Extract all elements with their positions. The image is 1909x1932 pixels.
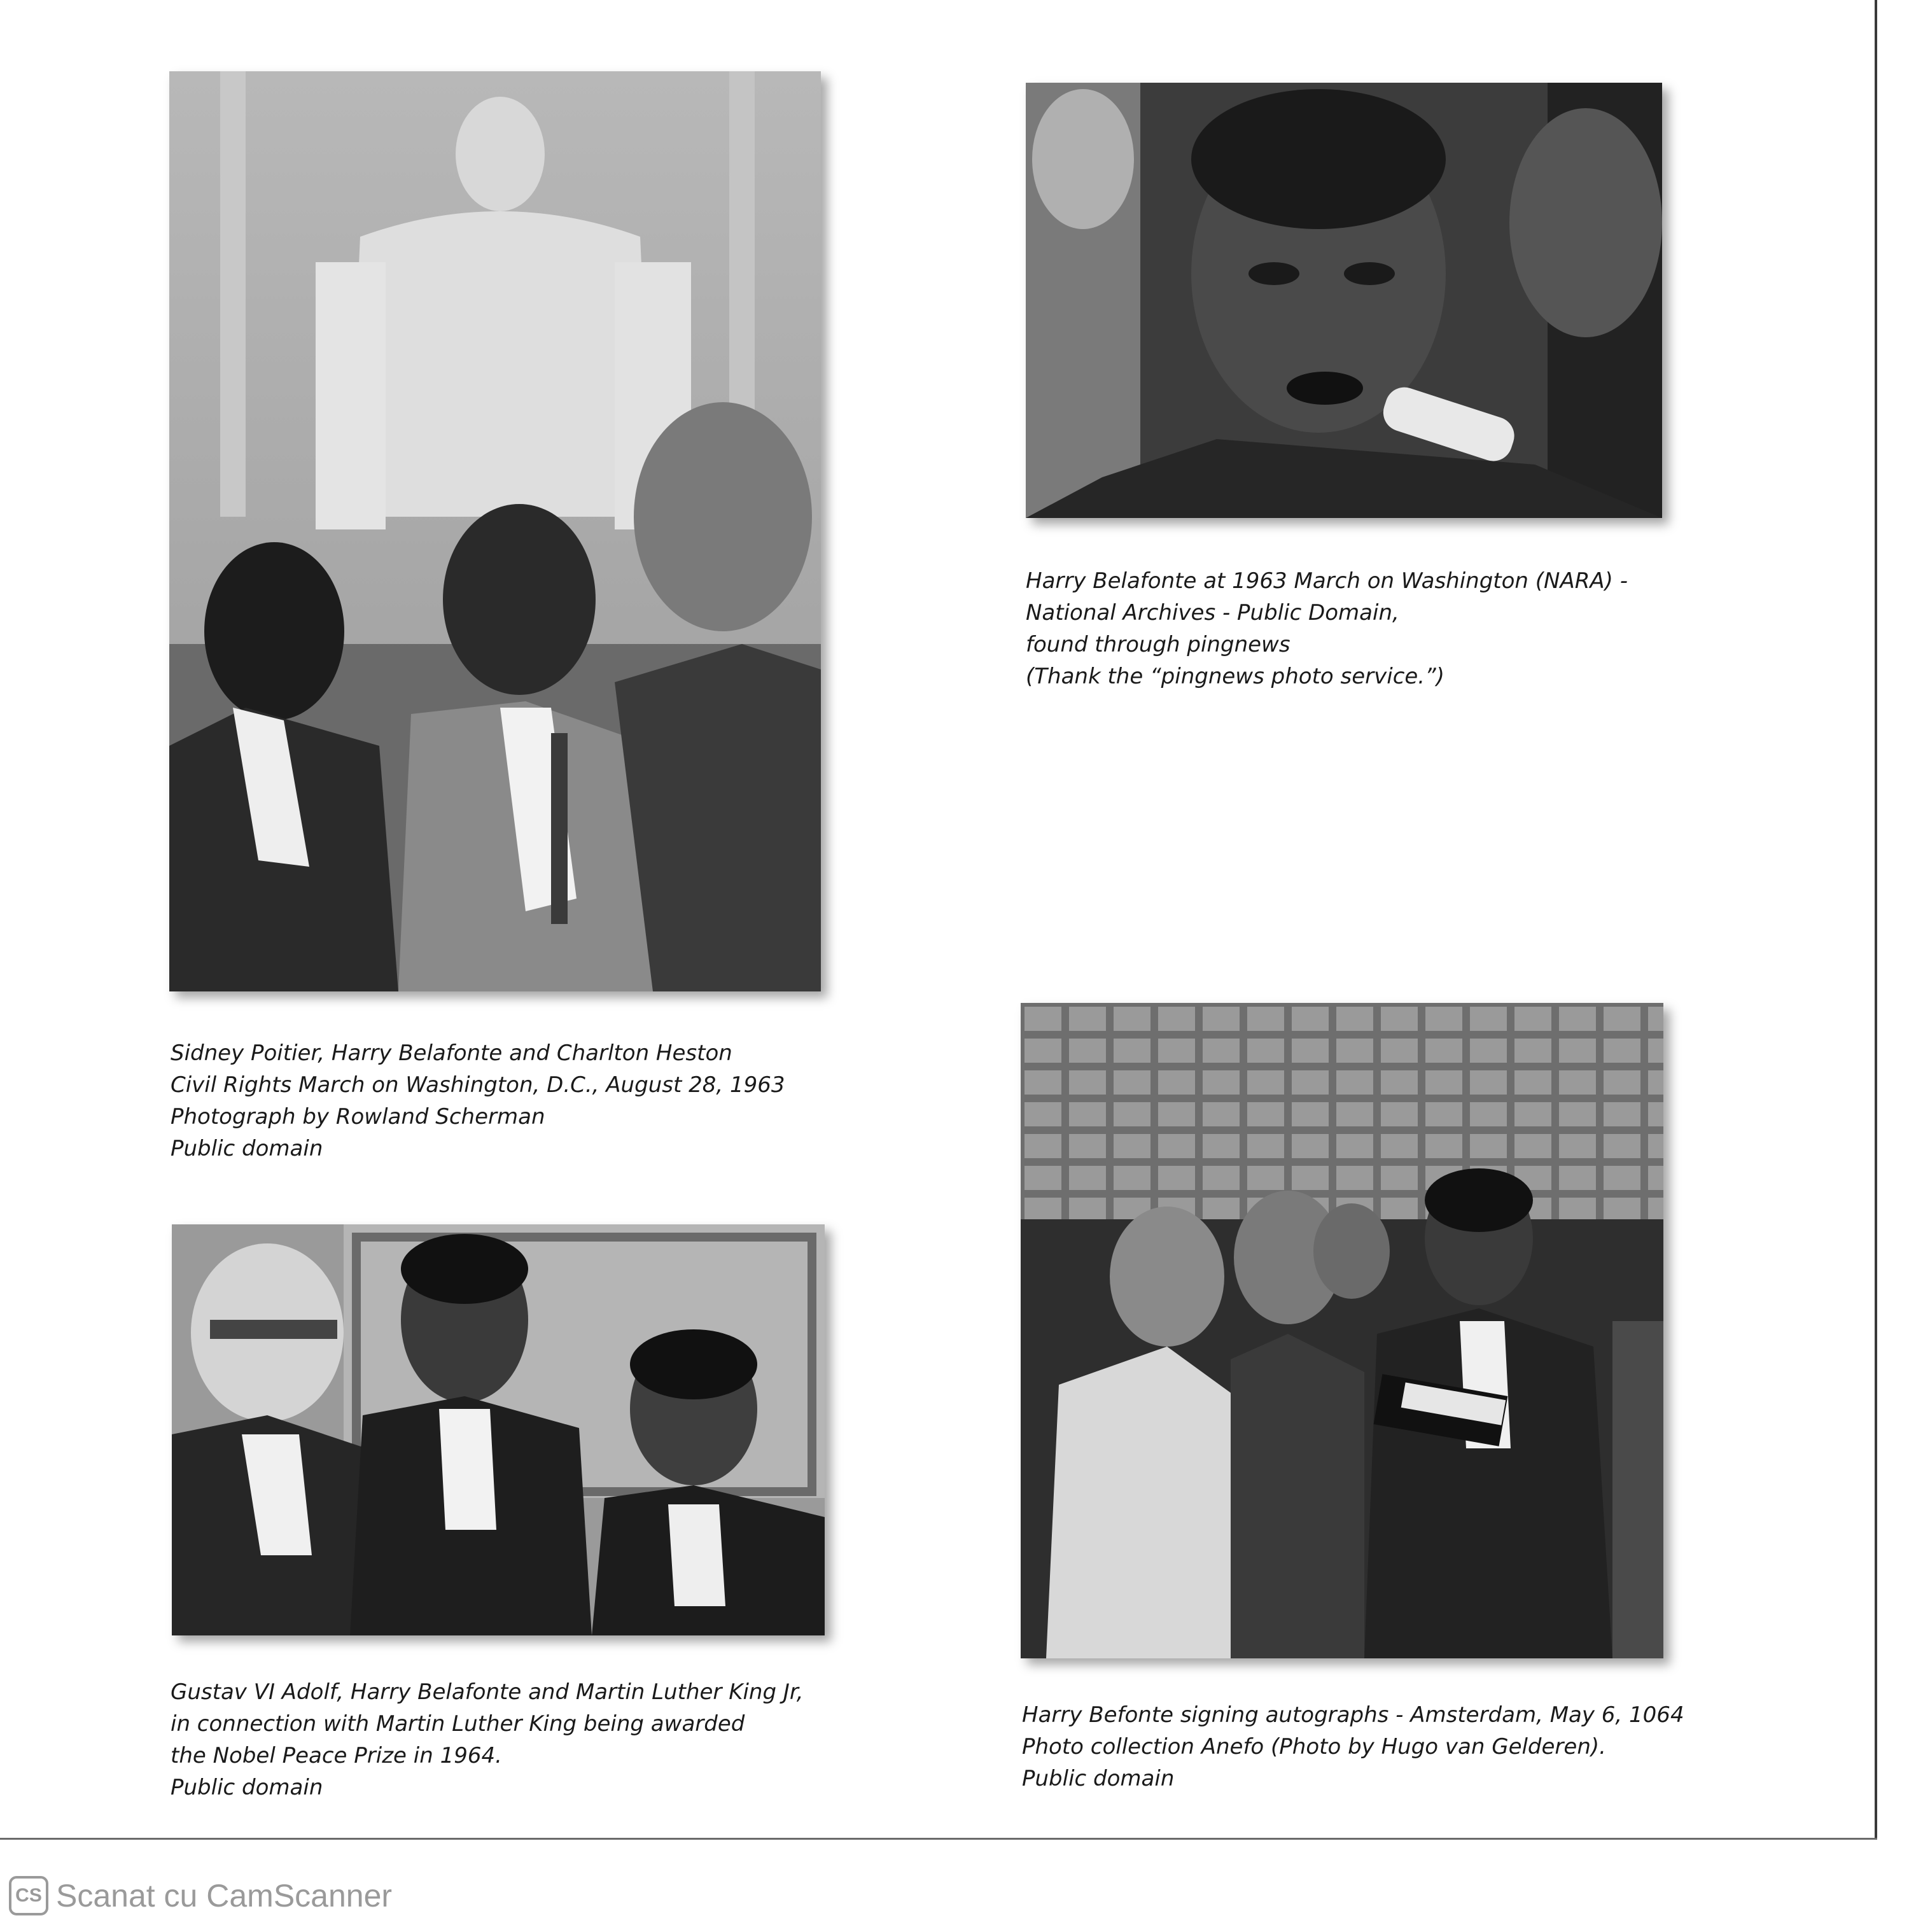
photo-poitier-belafonte-heston-image <box>169 71 821 991</box>
photo-adolf-belafonte-king <box>172 1224 825 1635</box>
photo-adolf-belafonte-king-image <box>172 1224 825 1635</box>
caption-line: Sidney Poitier, Harry Belafonte and Charlton Heston <box>171 1040 732 1066</box>
page-bottom-edge <box>0 1838 1877 1840</box>
caption-line: Public domain <box>171 1136 323 1161</box>
caption-line: Harry Belafonte at 1963 March on Washington (NARA) - <box>1026 568 1628 594</box>
photo-belafonte-autographs-image <box>1021 1003 1663 1658</box>
caption-poitier-belafonte-heston <box>171 1037 785 1165</box>
camscanner-logo-icon: CS <box>9 1876 48 1915</box>
caption-line: Civil Rights March on Washington, D.C., August 28, 1963 <box>171 1072 785 1098</box>
photo-belafonte-microphone <box>1026 83 1662 518</box>
caption-line: Public domain <box>171 1775 323 1800</box>
caption-line: the Nobel Peace Prize in 1964. <box>171 1743 502 1768</box>
caption-line: Harry Befonte signing autographs - Amsterdam, May 6, 1064 <box>1022 1702 1684 1728</box>
caption-line: found through pingnews <box>1026 632 1290 657</box>
photo-poitier-belafonte-heston <box>169 71 821 991</box>
photo-belafonte-microphone-image <box>1026 83 1662 518</box>
page-right-edge <box>1875 0 1877 1839</box>
watermark-text: Scanat cu CamScanner <box>56 1878 393 1914</box>
caption-line: Public domain <box>1022 1766 1175 1791</box>
caption-adolf-belafonte-king <box>171 1676 804 1803</box>
caption-line: (Thank the “pingnews photo service.”) <box>1026 664 1444 689</box>
photo-belafonte-autographs <box>1021 1003 1663 1658</box>
caption-line: Photo collection Anefo (Photo by Hugo van Gelderen). <box>1022 1734 1606 1760</box>
caption-line: in connection with Martin Luther King being awarded <box>171 1711 745 1737</box>
caption-line: Photograph by Rowland Scherman <box>171 1104 545 1130</box>
camscanner-watermark <box>9 1873 392 1918</box>
caption-line: Gustav VI Adolf, Harry Belafonte and Martin Luther King Jr, <box>171 1679 804 1705</box>
caption-belafonte-microphone <box>1026 565 1628 692</box>
caption-line: National Archives - Public Domain, <box>1026 600 1399 626</box>
caption-belafonte-autographs <box>1022 1699 1684 1795</box>
